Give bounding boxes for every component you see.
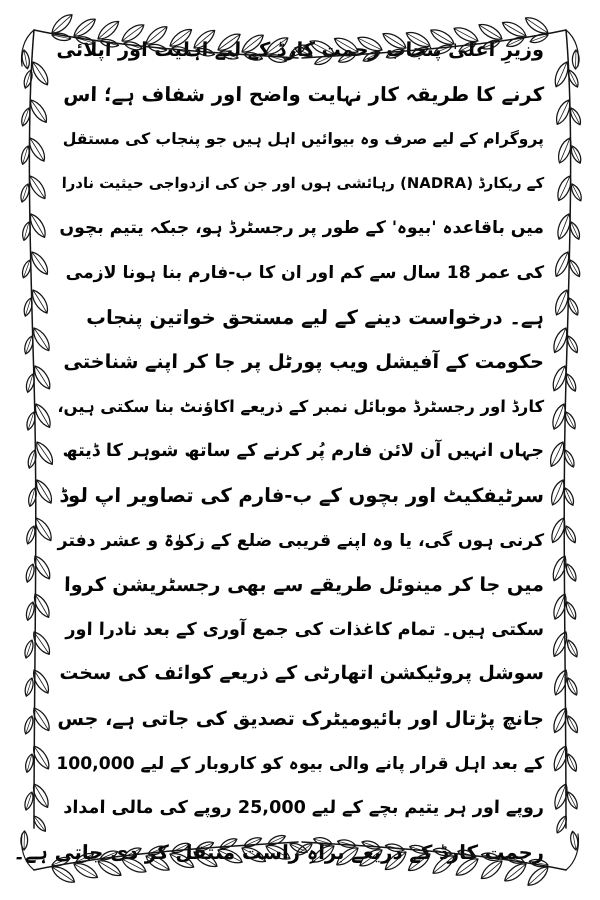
- text-line-content: سرٹیفکیٹ اور بچوں کے ب-فارم کی تصاویر اپ لوڈ: [59, 483, 545, 507]
- text-line-content: کے بعد اہل قرار پانے والی بیوہ کو کاروبار کے لیے 100,000: [56, 753, 545, 774]
- text-line-content: پروگرام کے لیے صرف وہ بیوائیں اہل ہیں جو پنجاب کی مستقل: [62, 130, 545, 149]
- text-line: [56, 117, 545, 162]
- text-line: [56, 28, 545, 73]
- text-line-content: ہے۔ درخواست دینے کے لیے مستحق خواتین پنجاب: [86, 305, 545, 329]
- text-line: [56, 429, 545, 474]
- text-line-content: سکتی ہیں۔ تمام کاغذات کی جمع آوری کے بعد نادرا اور: [65, 619, 545, 640]
- corner-flourish-top-left: [21, 30, 34, 69]
- text-line-content: سوشل پروٹیکشن اتھارٹی کے ذریعے کوائف کی سخت: [59, 663, 545, 685]
- text-line-final: [13, 831, 545, 876]
- text-line: [56, 73, 545, 118]
- text-line: [56, 563, 545, 608]
- urdu-body-text: [13, 28, 545, 864]
- text-line: [56, 652, 545, 697]
- corner-flourish-top-right: [566, 30, 580, 69]
- text-line-content: میں جا کر مینوئل طریقے سے بھی رجسٹریشن کروا: [63, 573, 545, 597]
- corner-flourish-bottom-right: [566, 831, 579, 870]
- text-line: [56, 340, 545, 385]
- text-line: [56, 385, 545, 430]
- text-line: [56, 251, 545, 296]
- vine-right: [546, 30, 583, 834]
- text-line: [56, 608, 545, 653]
- text-line: [56, 162, 545, 207]
- text-line-content: جانچ پڑتال اور بائیومیٹرک تصدیق کی جاتی ہے، جس: [57, 706, 545, 730]
- text-line-content: کرنی ہوں گی، یا وہ اپنے قریبی ضلع کے زکوٰۃ و عشر دفتر: [57, 530, 545, 551]
- text-line-content: میں باقاعدہ 'بیوہ' کے طور پر رجسٹرڈ ہو، جبکہ یتیم بچوں: [59, 218, 545, 239]
- text-line-content: کرنے کا طریقہ کار نہایت واضح اور شفاف ہے؛ اس: [63, 82, 545, 106]
- text-line: [56, 519, 545, 564]
- text-line: [56, 786, 545, 831]
- text-line-content: حکومت کے آفیشل ویب پورٹل پر جا کر اپنے شناختی: [63, 350, 545, 374]
- text-line-content: کی عمر 18 سال سے کم اور ان کا ب-فارم بنا ہونا لازمی: [65, 262, 545, 283]
- text-line-content: روپے اور ہر یتیم بچے کے لیے 25,000 روپے کی مالی امداد: [63, 798, 545, 819]
- vine-left: [18, 30, 56, 834]
- text-line: [56, 697, 545, 742]
- text-line: [56, 296, 545, 341]
- text-line-content: کے ریکارڈ (NADRA) رہائشی ہوں اور جن کی ازدواجی حیثیت نادرا: [61, 174, 545, 192]
- text-line-content: کارڈ اور رجسٹرڈ موبائل نمبر کے ذریعے اکاؤنٹ بنا سکتی ہیں،: [57, 396, 545, 416]
- text-line-content: رحمت کارڈ کے ذریعے براہِ راست منتقل کر دی جاتی ہے۔: [13, 840, 545, 864]
- text-line: [56, 474, 545, 519]
- text-line: [56, 206, 545, 251]
- text-line-content: جہاں انہیں آن لائن فارم پُر کرنے کے ساتھ شوہر کا ڈیتھ: [62, 441, 545, 462]
- text-line: [56, 742, 545, 787]
- text-line-content: وزیرِ اعلیٰ پنجاب رحمت کارڈ کے لیے اہلیت اور اپلائی: [56, 38, 545, 61]
